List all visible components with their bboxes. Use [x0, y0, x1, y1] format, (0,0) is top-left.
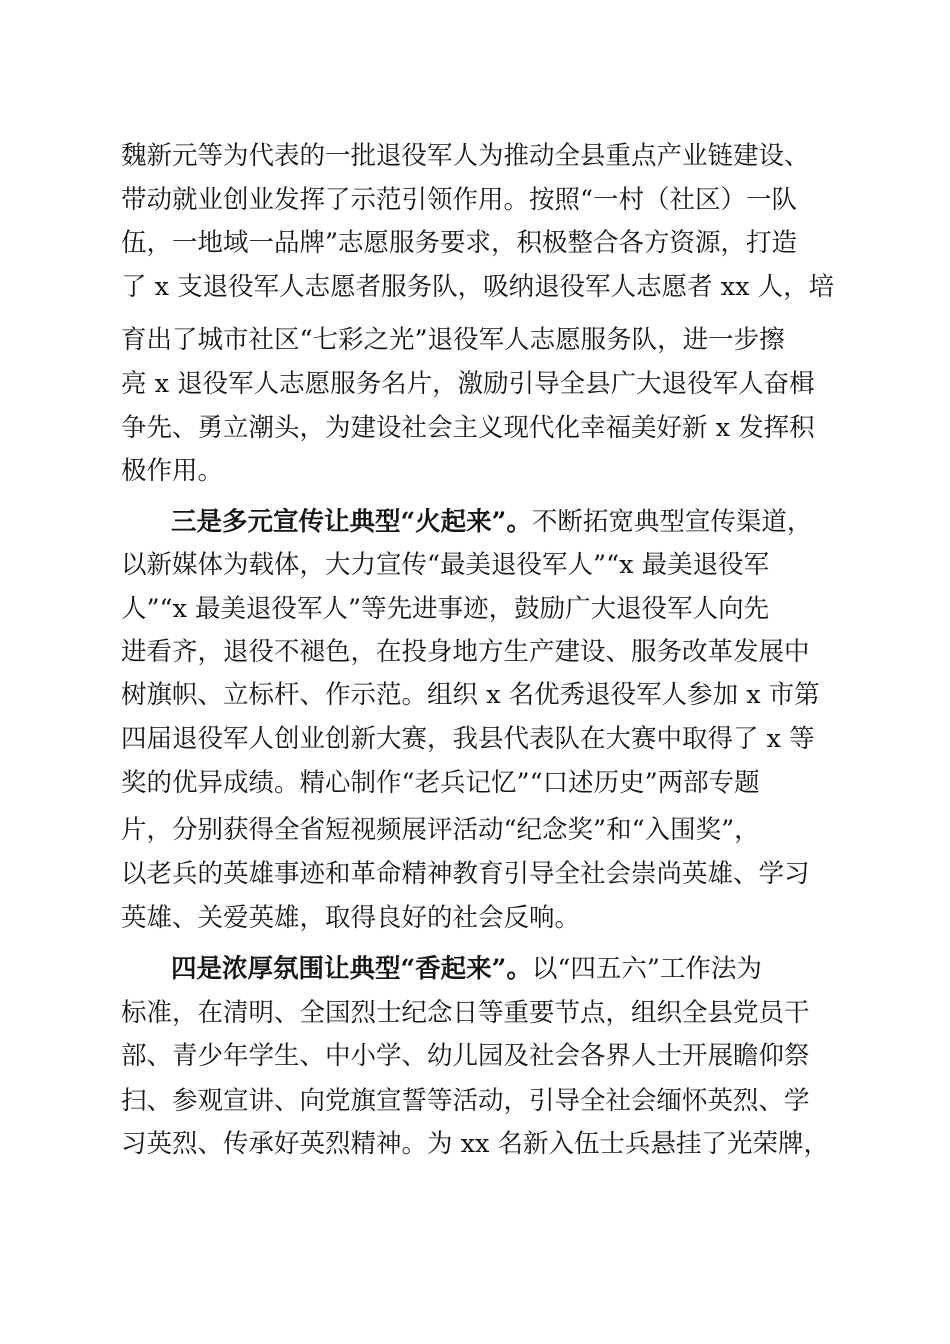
paragraph-2-line-6: 四届退役军人创业创新大赛，我县代表队在大赛中取得了 x 等 [121, 724, 815, 754]
paragraph-1-line-1: 魏新元等为代表的一批退役军人为推动全县重点产业链建设、 [121, 141, 810, 171]
paragraph-1-line-3: 伍，一地域一品牌”志愿服务要求，积极整合各方资源，打造 [121, 228, 798, 258]
paragraph-1-line-4: 了 x 支退役军人志愿者服务队，吸纳退役军人志愿者 xx 人，培 [121, 272, 835, 302]
paragraph-2-line-3: 人”“x 最美退役军人”等先进事迹，鼓励广大退役军人向先 [121, 594, 770, 624]
paragraph-2-line-8: 片，分别获得全省短视频展评活动“纪念奖”和“入围奖”， [121, 815, 760, 845]
paragraph-3-line-3: 部、青少年学生、中小学、幼儿园及社会各界人士开展瞻仰祭 [121, 1041, 810, 1071]
paragraph-2-line-4: 进看齐，退役不褪色，在投身地方生产建设、服务改革发展中 [121, 637, 810, 667]
paragraph-2-line-5: 树旗帜、立标杆、作示范。组织 x 名优秀退役军人参加 x 市第 [121, 680, 820, 710]
paragraph-2-line-1 [171, 500, 833, 544]
paragraph-2-line-9: 以老兵的英雄事迹和革命精神教育引导全社会崇尚英雄、学习 [121, 859, 810, 889]
paragraph-3-line-5: 习英烈、传承好英烈精神。为 xx 名新入伍士兵悬挂了光荣牌， [121, 1129, 829, 1159]
paragraph-3-line-4: 扫、参观宣讲、向党旗宣誓等活动，引导全社会缅怀英烈、学 [121, 1086, 810, 1116]
paragraph-1-line-7: 争先、勇立潮头，为建设社会主义现代化幸福美好新 x 发挥积 [121, 413, 815, 443]
paragraph-3-line-1 [171, 947, 833, 991]
paragraph-3-heading: 四是浓厚氛围让典型“香起来”。 [171, 954, 532, 984]
paragraph-3-line-2: 标准，在清明、全国烈士纪念日等重要节点，组织全县党员干 [121, 998, 810, 1028]
paragraph-2-heading: 三是多元宣传让典型“火起来”。 [171, 507, 532, 537]
paragraph-2-line-10: 英雄、关爱英雄，取得良好的社会反响。 [121, 903, 581, 933]
paragraph-1-line-5: 育出了城市社区“七彩之光”退役军人志愿服务队，进一步擦 [121, 325, 785, 355]
paragraph-1-line-8: 极作用。 [121, 456, 224, 486]
paragraph-1-line-2: 带动就业创业发挥了示范引领作用。按照“一村（社区）一队 [121, 185, 798, 215]
paragraph-3-line-1-text: 以“四五六”工作法为 [531, 954, 762, 984]
paragraph-2-line-2: 以新媒体为载体，大力宣传“最美退役军人”“x 最美退役军 [121, 550, 770, 580]
paragraph-2-line-7: 奖的优异成绩。精心制作“老兵记忆”“口述历史”两部专题 [121, 768, 760, 798]
paragraph-1-line-6: 亮 x 退役军人志愿服务名片，激励引导全县广大退役军人奋楫 [121, 369, 815, 399]
paragraph-2-line-1-text: 不断拓宽典型宣传渠道， [531, 507, 813, 537]
